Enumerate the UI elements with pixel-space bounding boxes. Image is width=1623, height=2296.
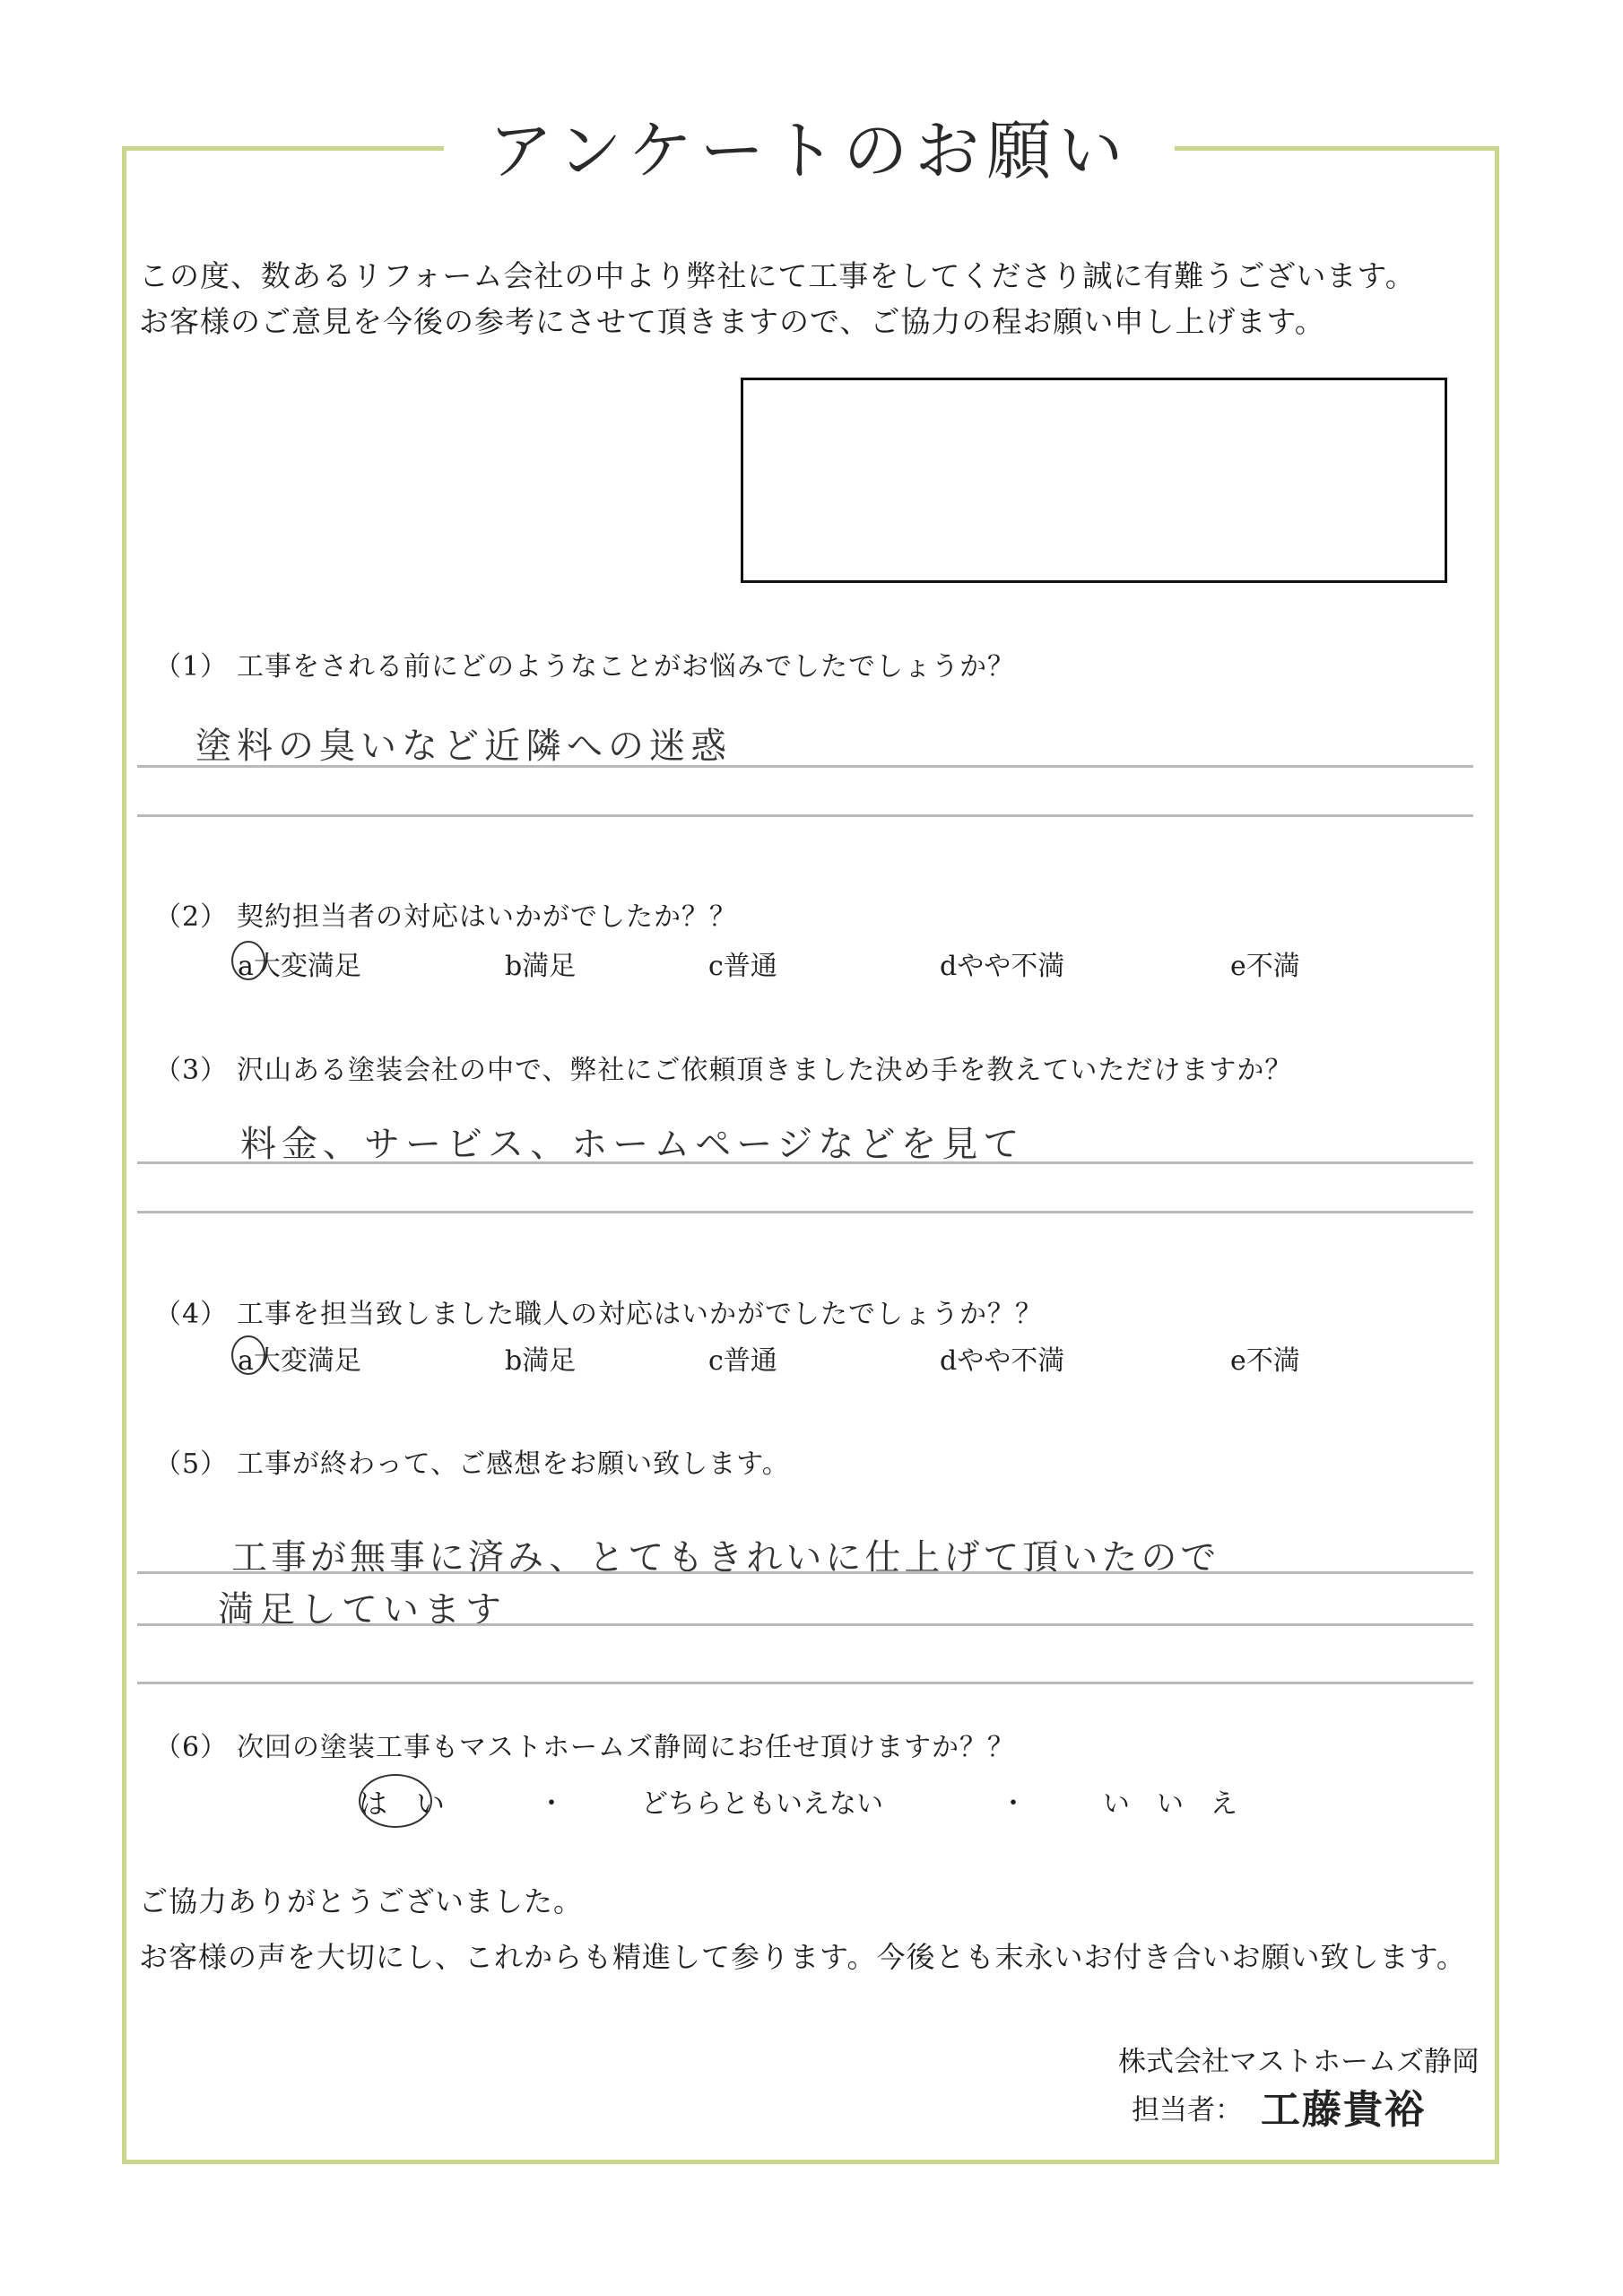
q2-option-a: a大変満足 bbox=[238, 951, 361, 982]
q2-option-b: b満足 bbox=[505, 951, 577, 982]
q6-option-neither: どちらともいえない bbox=[641, 1788, 883, 1820]
question-5 bbox=[154, 1441, 790, 1481]
question-4-number: （4） bbox=[154, 1299, 229, 1330]
q2-option-e: e不満 bbox=[1230, 951, 1300, 982]
q4-option-a: a大変満足 bbox=[238, 1345, 361, 1377]
question-3-number: （3） bbox=[154, 1055, 229, 1086]
question-5-number: （5） bbox=[154, 1448, 229, 1480]
q2-option-d: dやや不満 bbox=[940, 951, 1065, 982]
selection-circle bbox=[231, 941, 265, 980]
question-4 bbox=[154, 1292, 1043, 1331]
question-3-text: 沢山ある塗装会社の中で、弊社にご依頼頂きました決め手を教えていただけますか？ bbox=[237, 1055, 1293, 1086]
q6-option-yes: は い bbox=[359, 1787, 446, 1821]
q6-separator: ・ bbox=[1000, 1788, 1027, 1820]
answer-rule bbox=[137, 814, 1473, 817]
question-5-answer-line-1: 工事が無事に済み、とてもきれいに仕上げて頂いたので bbox=[231, 1537, 1220, 1578]
company-name: 株式会社マストホームズ静岡 bbox=[1118, 2046, 1480, 2078]
staff-label: 担当者： bbox=[1132, 2094, 1243, 2126]
q4-option-d: dやや不満 bbox=[940, 1345, 1065, 1377]
question-6-text: 次回の塗装工事もマストホームズ静岡にお任せ頂けますか？？ bbox=[237, 1732, 1015, 1763]
question-2-text: 契約担当者の対応はいかがでしたか？？ bbox=[237, 901, 737, 933]
question-1 bbox=[154, 644, 1015, 683]
customer-name-box bbox=[741, 378, 1447, 583]
question-1-number: （1） bbox=[154, 651, 229, 683]
q4-option-c: c普通 bbox=[708, 1345, 777, 1377]
selection-circle bbox=[359, 1774, 432, 1828]
question-3-answer: 料金、サービス、ホームページなどを見て bbox=[240, 1124, 1025, 1165]
intro-line-1: この度、数あるリフォーム会社の中より弊社にて工事をしてくださり誠に有難うございます。 bbox=[139, 258, 1416, 293]
closing-line-1: ご協力ありがとうございました。 bbox=[139, 1884, 584, 1918]
answer-rule bbox=[137, 1571, 1473, 1574]
q6-option-no: い い え bbox=[1103, 1788, 1237, 1820]
page-title: アンケートのお願い bbox=[444, 106, 1175, 196]
answer-rule bbox=[137, 1623, 1473, 1626]
question-6 bbox=[154, 1725, 1015, 1764]
question-2 bbox=[154, 894, 737, 934]
question-1-answer: 塗料の臭いなど近隣への迷惑 bbox=[195, 726, 732, 767]
q6-separator: ・ bbox=[538, 1788, 565, 1820]
answer-rule bbox=[137, 1161, 1473, 1164]
q4-option-b: b満足 bbox=[505, 1345, 577, 1377]
answer-rule bbox=[137, 1682, 1473, 1684]
question-3 bbox=[154, 1048, 1292, 1087]
q4-option-e: e不満 bbox=[1230, 1345, 1300, 1377]
question-5-answer-line-2: 満足しています bbox=[218, 1589, 507, 1631]
closing-line-2: お客様の声を大切にし、これからも精進して参ります。今後とも末永いお付き合いお願い致します。 bbox=[139, 1940, 1466, 1974]
selection-circle bbox=[231, 1335, 265, 1375]
intro-line-2: お客様のご意見を今後の参考にさせて頂きますので、ご協力の程お願い申し上げます。 bbox=[139, 304, 1325, 339]
question-1-text: 工事をされる前にどのようなことがお悩みでしたでしょうか？ bbox=[237, 651, 1015, 683]
answer-rule bbox=[137, 765, 1473, 768]
question-6-number: （6） bbox=[154, 1732, 229, 1763]
staff-signature: 工藤貴裕 bbox=[1261, 2087, 1426, 2133]
answer-rule bbox=[137, 1211, 1473, 1213]
question-5-text: 工事が終わって、ご感想をお願い致します。 bbox=[237, 1448, 790, 1480]
question-4-text: 工事を担当致しました職人の対応はいかがでしたでしょうか？？ bbox=[237, 1299, 1043, 1330]
q2-option-c: c普通 bbox=[708, 951, 777, 982]
question-2-number: （2） bbox=[154, 901, 229, 933]
